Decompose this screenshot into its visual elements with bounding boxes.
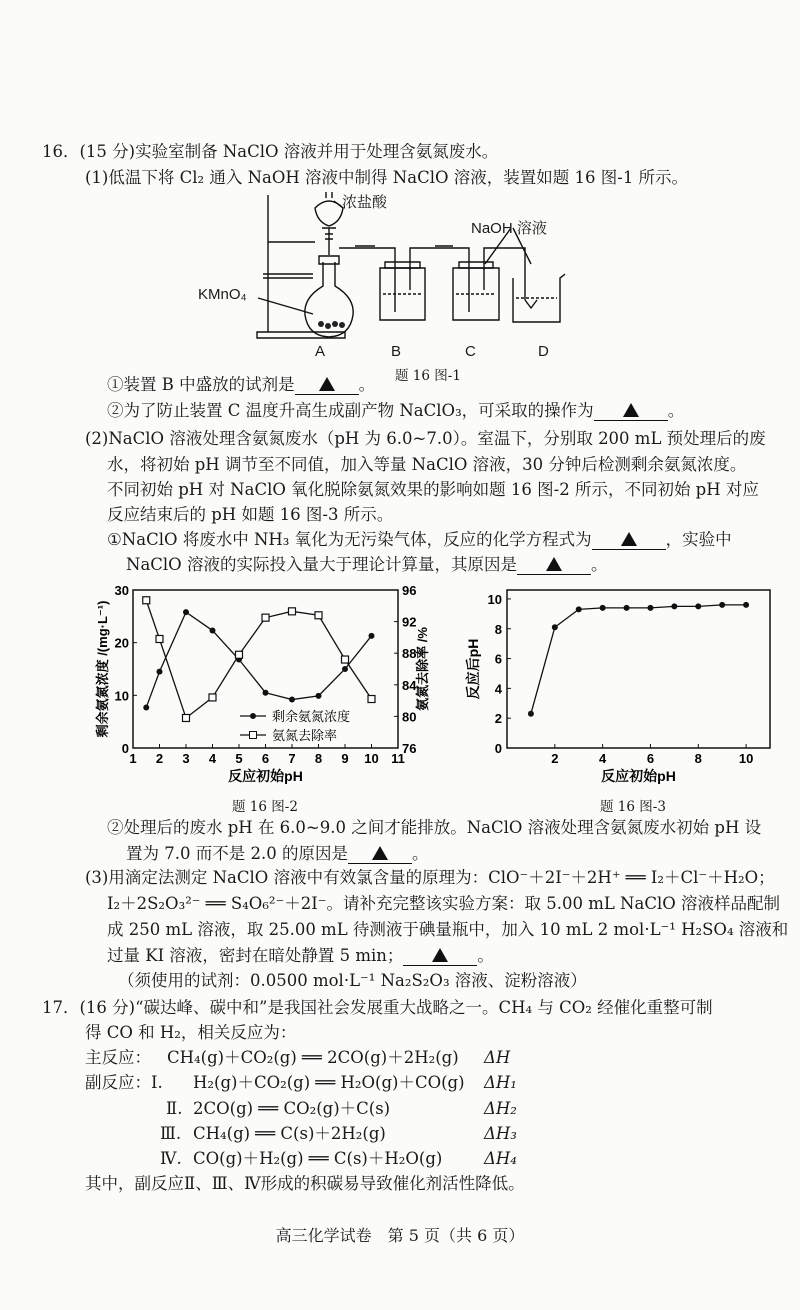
- y-tick-label: 30: [114, 583, 129, 598]
- x-tick-label: 4: [599, 751, 607, 766]
- q16-1a: ①装置 B 中盛放的试剂是 。: [107, 375, 376, 394]
- triangle-icon: [432, 948, 448, 962]
- device-d: D: [538, 343, 549, 360]
- q16-part1-text: (1)低温下将 Cl₂ 通入 NaOH 溶液中制得 NaClO 溶液，装置如题 16 图-1 所示。: [85, 168, 689, 187]
- answer-blank[interactable]: [594, 402, 668, 421]
- q17-heading2: 得 CO 和 H₂，相关反应为：: [85, 1023, 297, 1042]
- data-point-residual: [210, 628, 216, 634]
- reaction-label: 副反应：Ⅰ.: [85, 1073, 163, 1092]
- y-tick-label: 0: [121, 741, 129, 756]
- fig2-caption: 题 16 图-2: [232, 799, 298, 815]
- device-c: C: [465, 343, 476, 360]
- y-tick-label: 0: [494, 741, 502, 756]
- answer-blank[interactable]: [295, 376, 359, 395]
- label-hcl: 浓盐酸: [342, 193, 388, 211]
- reaction-enthalpy: ΔH: [484, 1048, 511, 1067]
- reaction-enthalpy: ΔH₃: [484, 1124, 517, 1143]
- data-point-removal: [315, 612, 322, 619]
- y2-tick-label: 76: [402, 741, 417, 756]
- data-point-final-ph: [695, 603, 701, 609]
- legend-label-residual: 剩余氨氮浓度: [272, 709, 351, 724]
- data-point-residual: [289, 697, 295, 703]
- x-tick-label: 2: [551, 751, 559, 766]
- data-point-removal: [143, 597, 150, 604]
- data-point-removal: [289, 608, 296, 615]
- y-axis-label: 剩余氨氮浓度 /(mg·L⁻¹): [95, 600, 110, 738]
- q16-1b: ②为了防止装置 C 温度升高生成副产物 NaClO₃，可采取的操作为 。: [107, 401, 685, 420]
- q16-part3-line4: 过量 KI 溶液，密封在暗处静置 5 min； 。: [107, 946, 494, 965]
- q16-2a-text3: NaClO 溶液的实际投入量大于理论计算量，其原因是: [126, 555, 517, 574]
- data-point-removal: [183, 714, 190, 721]
- answer-blank[interactable]: [592, 531, 666, 550]
- triangle-icon: [546, 557, 562, 571]
- q16-part2-line2: 水，将初始 pH 调节至不同值，加入等量 NaClO 溶液，30 分钟后检测剩余氨氮浓度。: [107, 455, 747, 474]
- x-axis-label: 反应初始pH: [601, 768, 676, 784]
- reaction-enthalpy: ΔH₁: [484, 1073, 517, 1092]
- y-tick-label: 6: [494, 651, 502, 667]
- fig1-caption: 题 16 图-1: [395, 368, 461, 384]
- data-point-removal: [236, 651, 243, 658]
- q16-2b-line1: ②处理后的废水 pH 在 6.0~9.0 之间才能排放。NaClO 溶液处理含氨氮废水初始 pH 设: [107, 818, 762, 837]
- kmno4-leader: [258, 298, 313, 314]
- q16-heading: 16．(15 分)实验室制备 NaClO 溶液并用于处理含氨氮废水。: [42, 142, 499, 161]
- reaction-enthalpy: ΔH₄: [484, 1149, 517, 1168]
- reaction-equation: 2CO(g) ══ CO₂(g)＋C(s): [193, 1099, 391, 1118]
- y-tick-label: 20: [114, 635, 129, 651]
- data-point-residual: [143, 704, 149, 710]
- data-point-final-ph: [552, 624, 558, 630]
- label-kmno4: KMnO₄: [198, 286, 247, 303]
- triangle-icon: [319, 377, 335, 391]
- y2-tick-label: 96: [402, 583, 417, 598]
- reaction-equation: CH₄(g) ══ C(s)＋2H₂(g): [193, 1124, 386, 1143]
- answer-blank[interactable]: [517, 556, 591, 575]
- q16-2a-line2: NaClO 溶液的实际投入量大于理论计算量，其原因是 。: [126, 555, 608, 574]
- data-point-final-ph: [743, 602, 749, 608]
- reaction-label: Ⅳ.: [160, 1149, 182, 1168]
- q16-1a-text: ①装置 B 中盛放的试剂是: [107, 375, 295, 394]
- data-point-residual: [342, 666, 348, 672]
- y-tick-label: 2: [494, 711, 502, 727]
- chart-fig2: [88, 580, 428, 795]
- q16-part3-text4: 过量 KI 溶液，密封在暗处静置 5 min；: [107, 946, 404, 965]
- q16-2b-line2: 置为 7.0 而不是 2.0 的原因是 。: [126, 844, 429, 863]
- x-tick-label: 6: [646, 751, 655, 766]
- data-point-final-ph: [671, 603, 677, 609]
- reaction-equation: CO(g)＋H₂(g) ══ C(s)＋H₂O(g): [193, 1149, 443, 1168]
- data-point-removal: [342, 656, 349, 663]
- data-point-removal: [156, 635, 163, 642]
- reaction-equation: H₂(g)＋CO₂(g) ══ H₂O(g)＋CO(g): [193, 1073, 465, 1092]
- answer-blank[interactable]: [403, 947, 477, 966]
- page-footer: 高三化学试卷 第 5 页（共 6 页）: [275, 1226, 525, 1245]
- x-tick-label: 7: [288, 751, 296, 766]
- x-tick-label: 2: [155, 751, 164, 766]
- q17-tail: 其中，副反应Ⅱ、Ⅲ、Ⅳ形成的积碳易导致催化剂活性降低。: [85, 1174, 525, 1193]
- q17-heading: 17．(16 分)“碳达峰、碳中和”是我国社会发展重大战略之一。CH₄ 与 CO₂ 经催化重整可制: [42, 998, 713, 1017]
- y2-tick-label: 80: [402, 709, 417, 725]
- tube-bc: [410, 248, 469, 270]
- data-point-final-ph: [719, 602, 725, 608]
- data-point-removal: [209, 694, 216, 701]
- q16-2a-text2: ，实验中: [665, 530, 732, 549]
- x-tick-label: 11: [391, 751, 405, 766]
- reaction-equation: CH₄(g)＋CO₂(g) ══ 2CO(g)＋2H₂(g): [167, 1048, 459, 1067]
- data-point-final-ph: [600, 605, 606, 611]
- x-tick-label: 8: [314, 751, 323, 766]
- fig3-caption: 题 16 图-3: [600, 799, 666, 815]
- x-tick-label: 10: [364, 751, 379, 766]
- device-b: B: [391, 343, 402, 360]
- q16-part3-line3: 成 250 mL 溶液，取 25.00 mL 待测液于碘量瓶中，加入 10 mL 2 mol·L⁻¹ H₂SO₄ 溶液和: [107, 920, 789, 939]
- q16-part2-line4: 反应结束后的 pH 如题 16 图-3 所示。: [107, 505, 394, 524]
- chart-fig3: [460, 580, 780, 795]
- y2-tick-label: 88: [402, 646, 417, 662]
- data-point-residual: [316, 693, 322, 699]
- triangle-icon: [372, 846, 388, 860]
- q16-2a-line1: [107, 528, 732, 552]
- label-naoh: NaOH 溶液: [471, 220, 547, 237]
- triangle-icon: [623, 403, 639, 417]
- data-point-removal: [368, 696, 375, 703]
- q16-part3-note: （须使用的试剂：0.0500 mol·L⁻¹ Na₂S₂O₃ 溶液、淀粉溶液）: [118, 971, 587, 990]
- data-point-residual: [157, 669, 163, 675]
- data-point-removal: [262, 614, 269, 621]
- data-point-residual: [369, 633, 375, 639]
- answer-blank[interactable]: [348, 845, 412, 864]
- triangle-icon: [621, 532, 637, 546]
- plot-frame: [507, 590, 770, 748]
- y-tick-label: 10: [487, 591, 502, 607]
- data-point-residual: [263, 690, 269, 696]
- x-tick-label: 3: [182, 751, 190, 766]
- q16-1b-text: ②为了防止装置 C 温度升高生成副产物 NaClO₃，可采取的操作为: [107, 401, 594, 420]
- device-a: A: [315, 343, 326, 360]
- legend-marker-removal: [250, 732, 257, 739]
- data-point-residual: [183, 609, 189, 615]
- data-point-final-ph: [528, 711, 534, 717]
- y-axis-label: 反应后pH: [465, 638, 481, 700]
- q16-2b-text: 置为 7.0 而不是 2.0 的原因是: [126, 844, 348, 863]
- q16-part2-line3: 不同初始 pH 对 NaClO 氧化脱除氨氮效果的影响如题 16 图-2 所示，不同初始 pH 对应: [107, 480, 759, 499]
- x-tick-label: 4: [208, 751, 217, 766]
- x-tick-label: 1: [129, 751, 137, 766]
- y2-axis-label: 氨氮去除率 /%: [415, 627, 430, 711]
- q16-part2-line1: (2)NaClO 溶液处理含氨氮废水（pH 为 6.0~7.0）。室温下，分别取 200 mL 预处理后的废: [85, 429, 766, 448]
- q16-2a-text: ①NaClO 将废水中 NH₃ 氧化为无污染气体，反应的化学方程式为: [107, 530, 592, 549]
- data-point-final-ph: [624, 605, 630, 611]
- legend-label-removal: 氨氮去除率: [272, 728, 338, 743]
- y2-tick-label: 84: [402, 677, 417, 693]
- x-tick-label: 5: [235, 751, 243, 766]
- reaction-label: 主反应：: [85, 1048, 151, 1067]
- y-tick-label: 10: [114, 688, 129, 704]
- y-tick-label: 8: [494, 621, 502, 637]
- x-axis-label: 反应初始pH: [228, 768, 303, 784]
- x-tick-label: 6: [261, 751, 270, 766]
- series-line-final-ph: [531, 605, 746, 714]
- reaction-label: Ⅱ.: [166, 1099, 183, 1118]
- x-tick-label: 8: [694, 751, 702, 766]
- x-tick-label: 10: [738, 751, 754, 766]
- data-point-final-ph: [647, 605, 653, 611]
- reaction-label: Ⅲ.: [160, 1124, 182, 1143]
- y-tick-label: 4: [494, 681, 502, 697]
- legend-marker-residual: [250, 713, 256, 719]
- series-line-removal: [146, 600, 371, 718]
- x-tick-label: 9: [341, 751, 349, 766]
- y2-tick-label: 92: [402, 614, 417, 630]
- q16-part3-line1: (3)用滴定法测定 NaClO 溶液中有效氯含量的原理为：ClO⁻＋2I⁻＋2H⁺ ══ I₂＋Cl⁻＋H₂O；: [85, 868, 775, 887]
- q16-part3-line2: I₂＋2S₂O₃²⁻ ══ S₄O₆²⁻＋2I⁻。请补充完整该实验方案：取 5.00 mL NaClO 溶液样品配制: [107, 894, 781, 913]
- stand-clamp: [263, 274, 313, 278]
- reaction-enthalpy: ΔH₂: [484, 1099, 517, 1118]
- tube-ab: [339, 248, 395, 268]
- data-point-final-ph: [576, 606, 582, 612]
